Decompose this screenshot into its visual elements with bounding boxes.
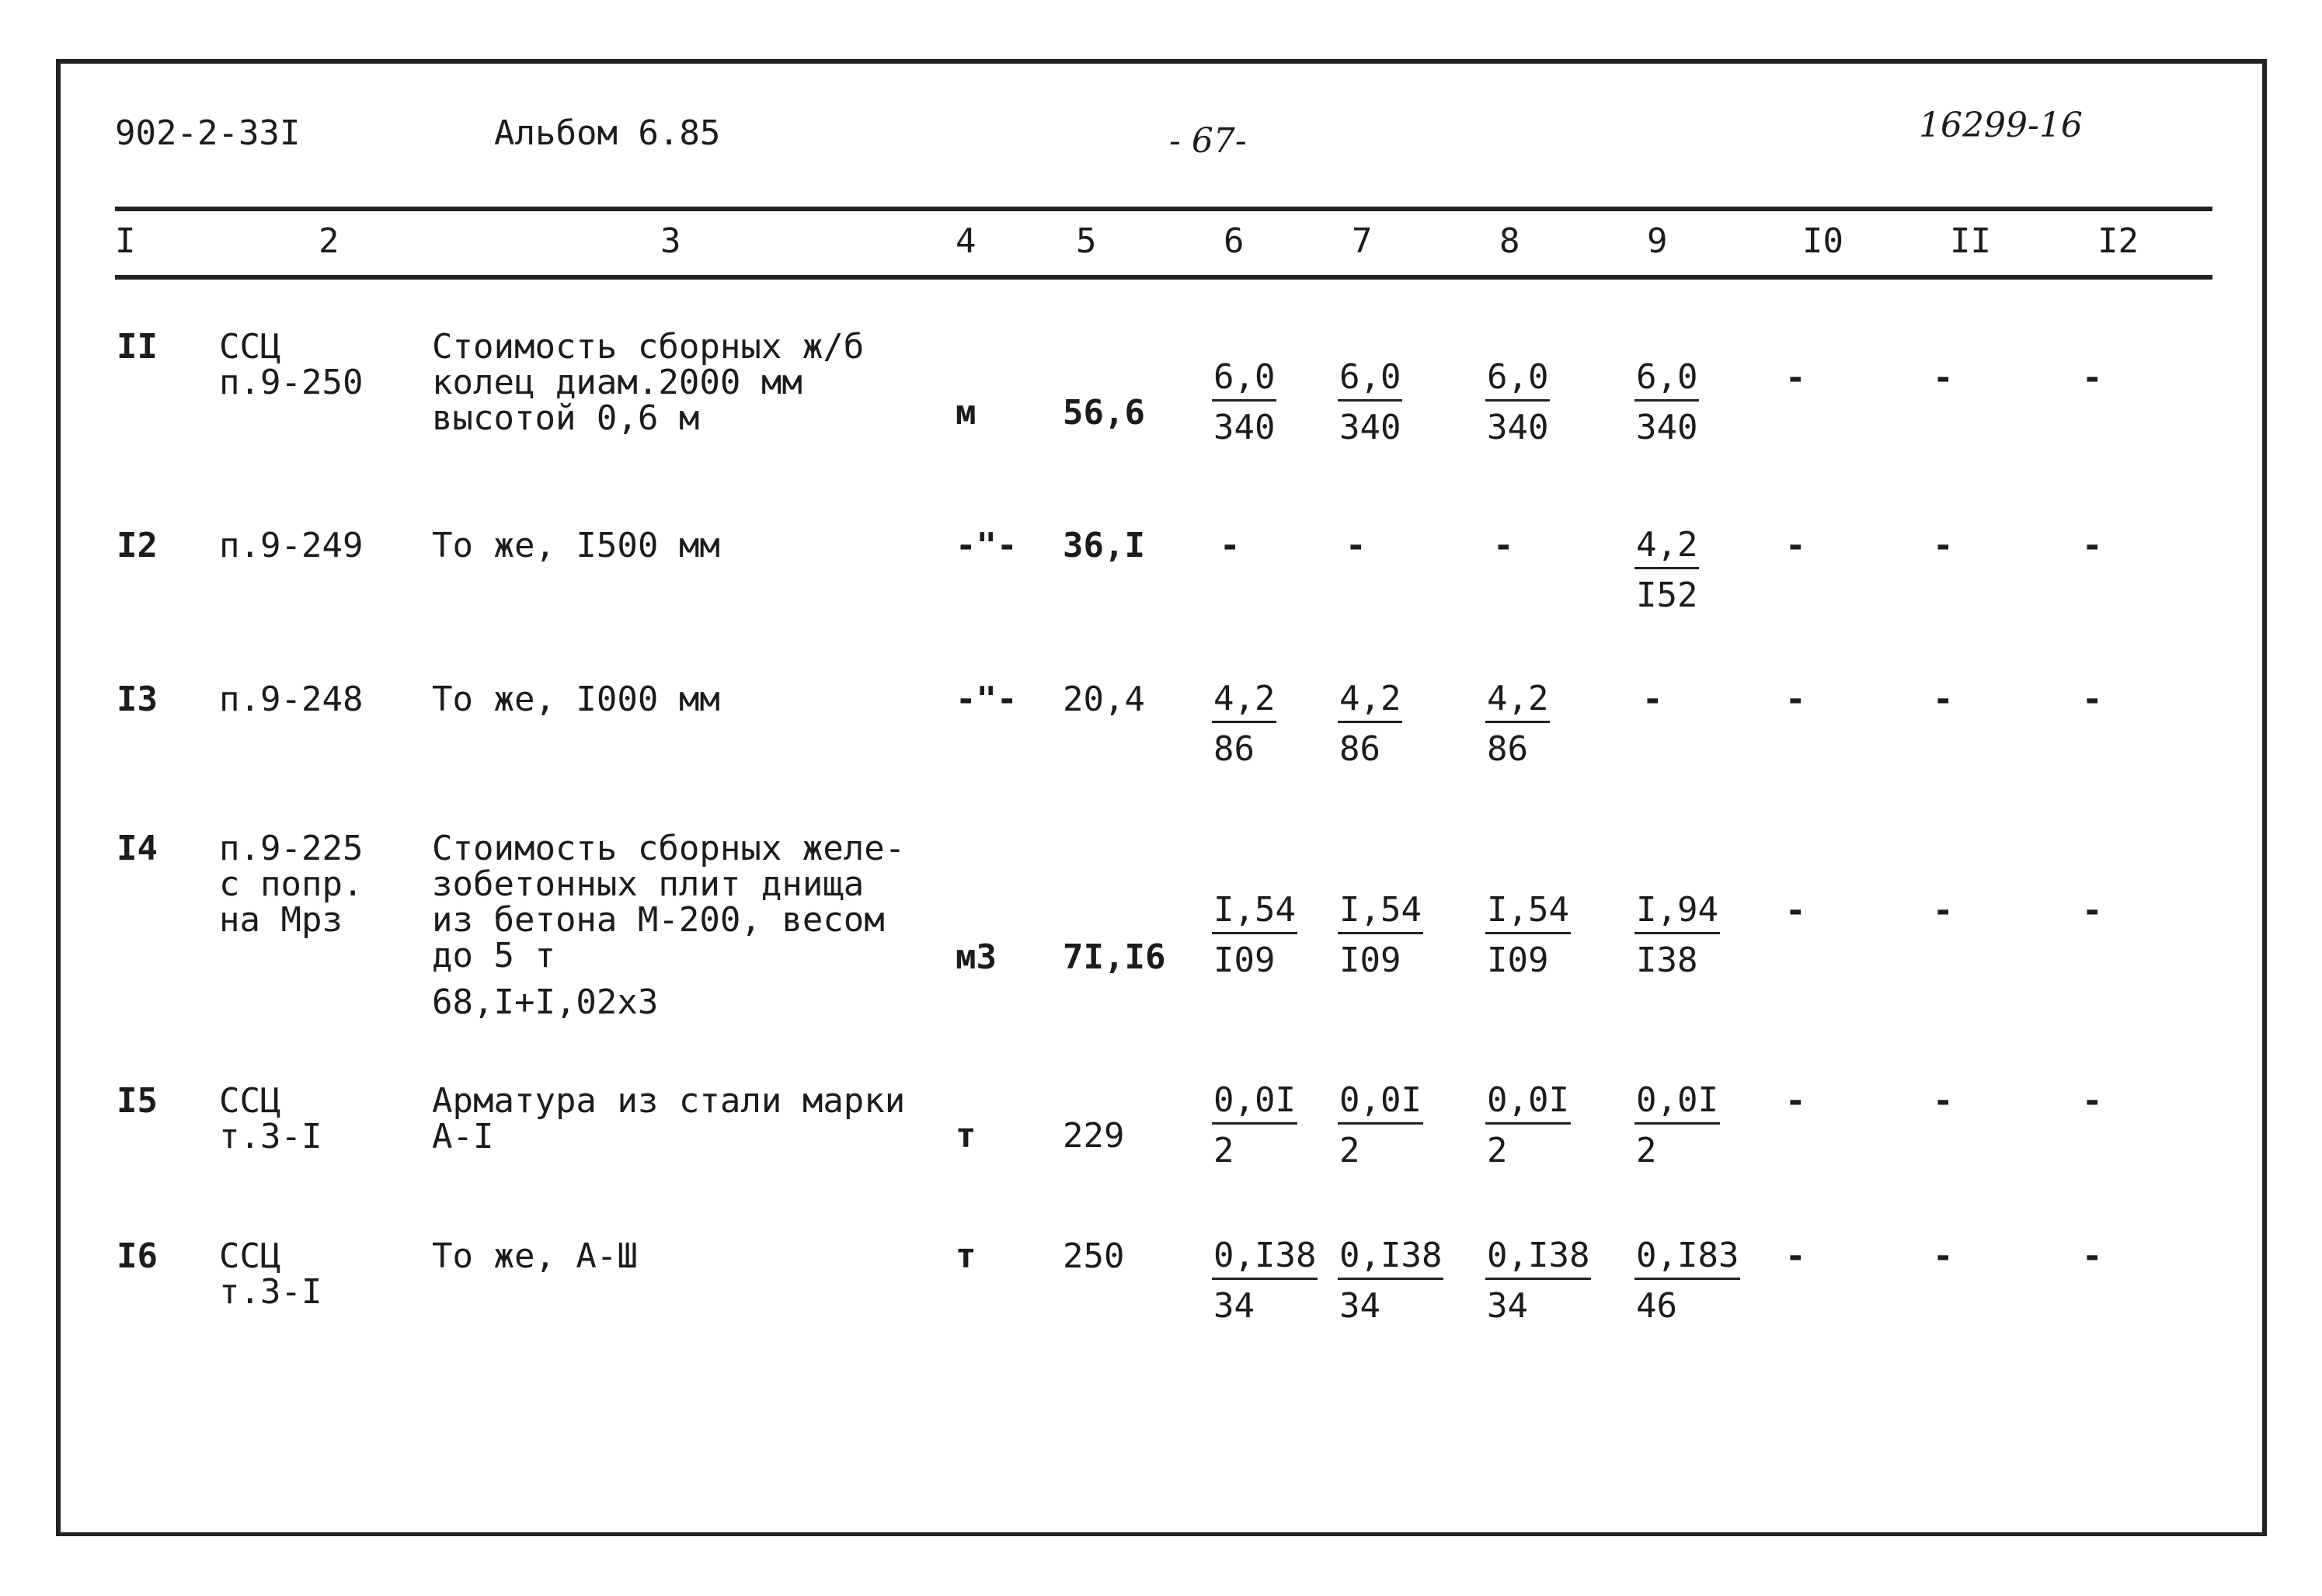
work-description: То же, I500 мм bbox=[432, 526, 720, 565]
unit: -"- bbox=[956, 680, 1018, 719]
quantity-c8 bbox=[1485, 357, 1550, 447]
quantity-numerator: 0,0I bbox=[1338, 1083, 1423, 1125]
empty-cell-dash: - bbox=[1933, 358, 1954, 398]
column-header-10: I0 bbox=[1802, 221, 1843, 261]
row-number: I2 bbox=[117, 526, 158, 565]
quantity-c6 bbox=[1212, 890, 1297, 980]
empty-cell-dash: - bbox=[1642, 680, 1663, 719]
quantity-numerator: 4,2 bbox=[1634, 528, 1699, 569]
quantity-numerator: 0,I83 bbox=[1634, 1239, 1740, 1280]
empty-cell-dash: - bbox=[1493, 526, 1514, 565]
empty-cell-dash: - bbox=[2082, 891, 2103, 930]
quantity-denominator: 34 bbox=[1487, 1286, 1528, 1326]
quantity-c6 bbox=[1212, 1236, 1318, 1326]
column-header-1: I bbox=[115, 221, 136, 261]
quantity-c7 bbox=[1338, 1236, 1443, 1326]
unit: м3 bbox=[956, 937, 997, 977]
row-number: I3 bbox=[117, 680, 158, 719]
quantity-denominator: I52 bbox=[1636, 575, 1698, 615]
quantity-c9 bbox=[1634, 357, 1699, 447]
column-header-5: 5 bbox=[1076, 221, 1097, 261]
quantity-numerator: 6,0 bbox=[1634, 360, 1699, 402]
unit: т bbox=[956, 1236, 976, 1276]
quantity-denominator: 2 bbox=[1636, 1131, 1657, 1170]
price-code: п.9-248 bbox=[219, 680, 364, 719]
quantity-c9 bbox=[1634, 1080, 1720, 1170]
empty-cell-dash: - bbox=[1346, 526, 1366, 565]
empty-cell-dash: - bbox=[1933, 1236, 1954, 1276]
work-description: Стоимость сборных ж/б колец диам.2000 мм высотой 0,6 м bbox=[432, 327, 865, 438]
quantity-denominator: 86 bbox=[1487, 729, 1528, 769]
column-header-3: 3 bbox=[660, 221, 681, 261]
work-description: То же, I000 мм bbox=[432, 680, 720, 719]
quantity-denominator: 340 bbox=[1636, 408, 1698, 447]
header-bottom-rule bbox=[115, 275, 2212, 280]
empty-cell-dash: - bbox=[2082, 1081, 2103, 1121]
quantity-denominator: 2 bbox=[1487, 1131, 1508, 1170]
quantity-c8 bbox=[1485, 1236, 1591, 1326]
quantity-c7 bbox=[1338, 679, 1402, 769]
project-code: 902-2-33I bbox=[115, 113, 301, 153]
price-code: ССЦ п.9-250 bbox=[219, 327, 364, 402]
quantity-denominator: I09 bbox=[1487, 941, 1549, 980]
unit: т bbox=[956, 1116, 976, 1156]
empty-cell-dash: - bbox=[1785, 891, 1806, 930]
quantity-denominator: 86 bbox=[1339, 729, 1380, 769]
row-number: I5 bbox=[117, 1081, 158, 1121]
quantity-denominator: 340 bbox=[1487, 408, 1549, 447]
empty-cell-dash: - bbox=[2082, 526, 2103, 565]
price-code: ССЦ т.3-I bbox=[219, 1081, 322, 1156]
quantity-denominator: 34 bbox=[1213, 1286, 1255, 1326]
unit: -"- bbox=[956, 526, 1018, 565]
column-header-12: I2 bbox=[2097, 221, 2139, 261]
quantity-numerator: 0,I38 bbox=[1212, 1239, 1318, 1280]
description-formula: 68,I+I,02х3 bbox=[432, 982, 659, 1022]
quantity-c6 bbox=[1212, 679, 1276, 769]
quantity-denominator: 340 bbox=[1339, 408, 1401, 447]
unit-price: 7I,I6 bbox=[1063, 937, 1166, 977]
quantity-numerator: 4,2 bbox=[1338, 682, 1402, 723]
empty-cell-dash: - bbox=[1220, 526, 1241, 565]
quantity-denominator: 340 bbox=[1213, 408, 1276, 447]
top-rule bbox=[115, 207, 2212, 211]
column-header-4: 4 bbox=[956, 221, 976, 261]
row-number: I4 bbox=[117, 829, 158, 868]
unit-price: 229 bbox=[1063, 1116, 1125, 1156]
quantity-denominator: 46 bbox=[1636, 1286, 1677, 1326]
price-code: п.9-249 bbox=[219, 526, 364, 565]
quantity-denominator: 2 bbox=[1213, 1131, 1234, 1170]
quantity-denominator: I38 bbox=[1636, 941, 1698, 980]
quantity-numerator: I,54 bbox=[1212, 893, 1297, 934]
unit-price: 250 bbox=[1063, 1236, 1125, 1276]
column-header-8: 8 bbox=[1499, 221, 1520, 261]
quantity-c8 bbox=[1485, 679, 1550, 769]
registration-number: 16299-16 bbox=[1919, 106, 2083, 145]
work-description: То же, А-Ш bbox=[432, 1236, 638, 1276]
quantity-numerator: 0,0I bbox=[1485, 1083, 1571, 1125]
column-header-2: 2 bbox=[319, 221, 339, 261]
unit-price: 56,6 bbox=[1063, 393, 1145, 433]
empty-cell-dash: - bbox=[1933, 680, 1954, 719]
work-description: Арматура из стали марки А-I bbox=[432, 1081, 906, 1156]
unit: м bbox=[956, 393, 976, 433]
document-sheet bbox=[56, 59, 2267, 1536]
work-description: Стоимость сборных желе- зобетонных плит днища из бетона М-200, весом до 5 т bbox=[432, 829, 906, 975]
quantity-numerator: I,54 bbox=[1338, 893, 1423, 934]
album-label: Альбом 6.85 bbox=[494, 113, 721, 153]
quantity-numerator: 0,I38 bbox=[1485, 1239, 1591, 1280]
quantity-numerator: 0,0I bbox=[1212, 1083, 1297, 1125]
quantity-numerator: 0,I38 bbox=[1338, 1239, 1443, 1280]
quantity-c9 bbox=[1634, 890, 1720, 980]
column-header-9: 9 bbox=[1647, 221, 1668, 261]
quantity-c7 bbox=[1338, 1080, 1423, 1170]
quantity-denominator: I09 bbox=[1339, 941, 1401, 980]
column-header-7: 7 bbox=[1352, 221, 1373, 261]
page-number: - 67- bbox=[1169, 121, 1247, 161]
quantity-numerator: 0,0I bbox=[1634, 1083, 1720, 1125]
empty-cell-dash: - bbox=[2082, 358, 2103, 398]
unit-price: 36,I bbox=[1063, 526, 1145, 565]
empty-cell-dash: - bbox=[2082, 1236, 2103, 1276]
quantity-c9 bbox=[1634, 1236, 1740, 1326]
quantity-denominator: 86 bbox=[1213, 729, 1255, 769]
empty-cell-dash: - bbox=[1785, 358, 1806, 398]
quantity-c7 bbox=[1338, 890, 1423, 980]
quantity-numerator: I,54 bbox=[1485, 893, 1571, 934]
quantity-numerator: 4,2 bbox=[1212, 682, 1276, 723]
quantity-c6 bbox=[1212, 357, 1276, 447]
price-code: п.9-225 с попр. на Мрз bbox=[219, 829, 364, 940]
empty-cell-dash: - bbox=[1785, 680, 1806, 719]
quantity-c8 bbox=[1485, 1080, 1571, 1170]
unit-price: 20,4 bbox=[1063, 680, 1145, 719]
quantity-numerator: 6,0 bbox=[1485, 360, 1550, 402]
quantity-numerator: 4,2 bbox=[1485, 682, 1550, 723]
empty-cell-dash: - bbox=[1785, 526, 1806, 565]
empty-cell-dash: - bbox=[1933, 1081, 1954, 1121]
quantity-denominator: 34 bbox=[1339, 1286, 1380, 1326]
column-header-6: 6 bbox=[1224, 221, 1245, 261]
price-code: ССЦ т.3-I bbox=[219, 1236, 322, 1312]
quantity-c9 bbox=[1634, 525, 1699, 615]
quantity-numerator: 6,0 bbox=[1338, 360, 1402, 402]
row-number: I6 bbox=[117, 1236, 158, 1276]
quantity-c7 bbox=[1338, 357, 1402, 447]
empty-cell-dash: - bbox=[1785, 1081, 1806, 1121]
row-number: II bbox=[117, 327, 158, 367]
quantity-c6 bbox=[1212, 1080, 1297, 1170]
empty-cell-dash: - bbox=[2082, 680, 2103, 719]
quantity-numerator: 6,0 bbox=[1212, 360, 1276, 402]
quantity-denominator: I09 bbox=[1213, 941, 1276, 980]
quantity-numerator: I,94 bbox=[1634, 893, 1720, 934]
quantity-c8 bbox=[1485, 890, 1571, 980]
empty-cell-dash: - bbox=[1785, 1236, 1806, 1276]
empty-cell-dash: - bbox=[1933, 891, 1954, 930]
quantity-denominator: 2 bbox=[1339, 1131, 1360, 1170]
empty-cell-dash: - bbox=[1933, 526, 1954, 565]
column-header-11: II bbox=[1950, 221, 1991, 261]
